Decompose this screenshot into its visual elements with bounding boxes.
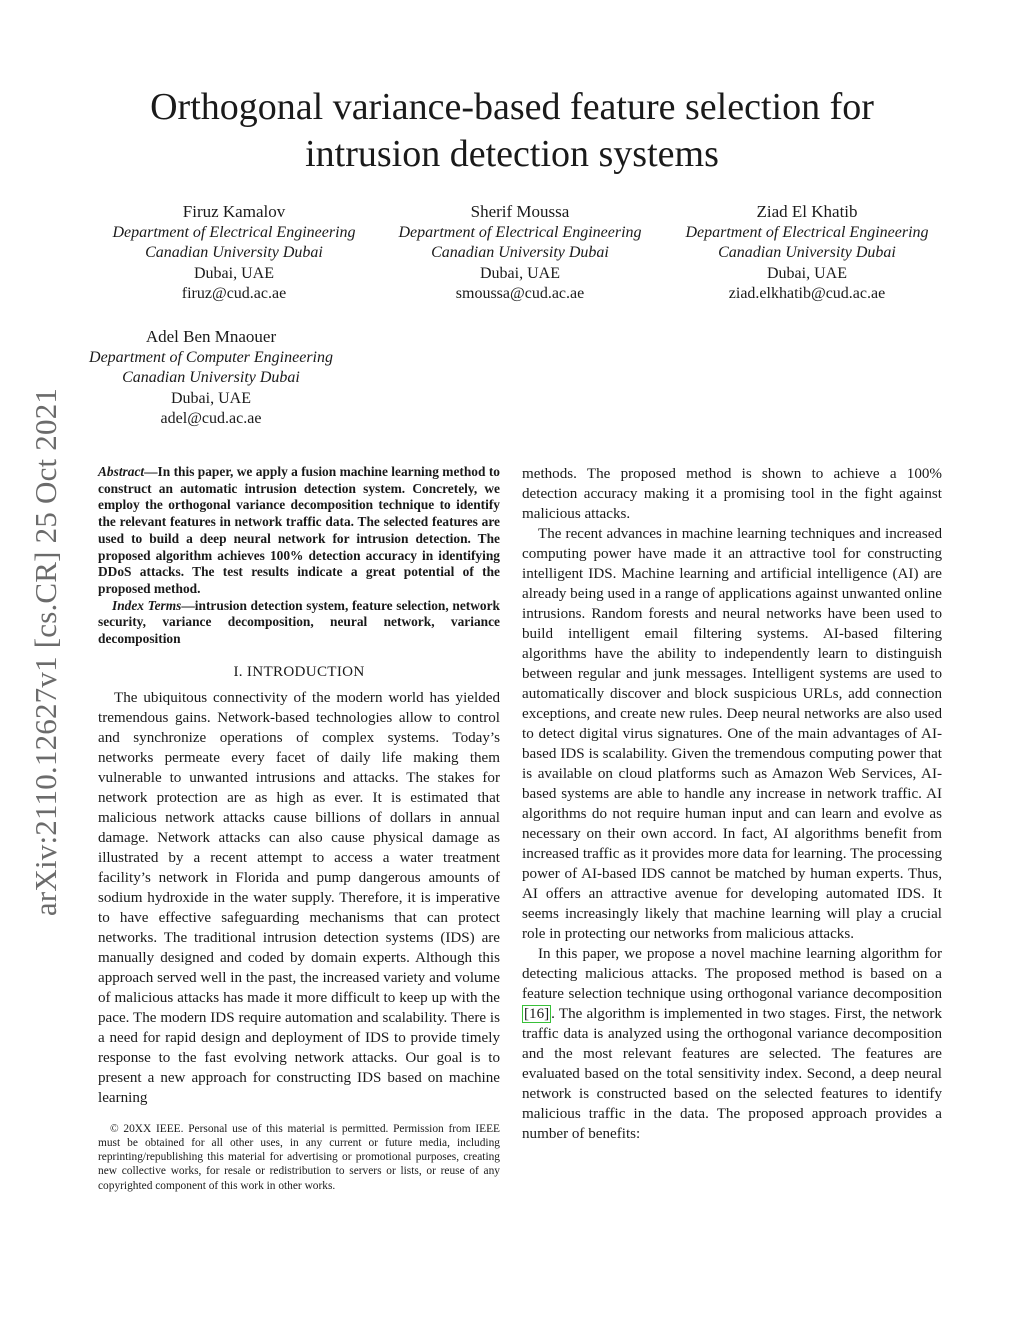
author-university: Canadian University Dubai — [145, 244, 323, 262]
section-heading-introduction — [98, 662, 500, 682]
copyright-footnote-text: © 20XX IEEE. Personal use of this material is permitted. Permission from IEEE must be obtained for all other uses, in any current or future media, including reprinting/republishing this material for advertising or promotional purposes, creating new collective works, for resale or redistribution to servers or lists, or reuse of any copyrighted component of this work in other works. — [98, 1122, 500, 1192]
intro-paragraph-3 — [522, 944, 942, 1144]
author-department: Department of Computer Engineering — [89, 348, 333, 366]
intro-paragraph-2: The recent advances in machine learning techniques and increased computing power have made it an attractive tool for constructing intelligent IDS. Machine learning and artificial intelligence (AI) are already being used in a range of applications against unwanted online intrusions. Random forests and neural networks have been used to build intelligent email filtering systems. AI-based filtering algorithms have the ability to independently learn to distinguish between regular and junk messages. Intelligent systems are used to automatically discover and block suspicious URLs, add connection exceptions, and create new rules. Deep neural networks are also used to detect digital virus signatures. One of the main advantages of AI-based IDS is scalability. Given the tremendous computing power that is available on cloud platforms such as Amazon Web Services, AI-based systems are able to handle any increase in network traffic. AI algorithms do not require human input and can learn and evolve as necessary on their own accord. In fact, AI algorithms benefit from increased traffic as it provides more data for learning. The processing power of AI-based IDS cannot be matched by human experts. Thus, AI offers an attractive avenue for developing automated IDS. It seems increasingly likely that machine learning will play a crucial role in protecting our networks from malicious attacks. — [522, 526, 942, 942]
copyright-footnote — [98, 1122, 500, 1193]
author-name: Adel Ben Mnaouer — [145, 327, 277, 346]
index-terms-label: Index Terms — [112, 597, 182, 613]
intro-paragraph-3-part-2: . The algorithm is implemented in two stages. First, the network traffic data is analyzed using the orthogonal variance decomposition and the most relevant features are selected. The features are evaluated based on the total sensitivity index. Second, a deep neural network is constructed based on the selected features to identify malicious traffic in the data. The proposed approach provides a number of benefits: — [522, 1006, 942, 1142]
title-line-2: intrusion detection systems — [305, 133, 719, 175]
author-location: Dubai, UAE — [767, 264, 847, 282]
section-number: I. — [233, 663, 243, 680]
right-column — [522, 464, 942, 1144]
citation-link[interactable]: [16] — [524, 1006, 550, 1022]
author-location: Dubai, UAE — [480, 264, 560, 282]
intro-paragraph-1-continued: methods. The proposed method is shown to achieve a 100% detection accuracy making it a promising tool in the fight against malicious attacks. — [522, 466, 942, 522]
section-title-rest: NTRODUCTION — [252, 663, 365, 680]
author-email: adel@cud.ac.ae — [160, 410, 262, 428]
author-university: Canadian University Dubai — [718, 244, 896, 262]
index-terms-text: —intrusion detection system, feature selection, network security, variance decomposition, neural network, variance decomposition — [98, 597, 500, 647]
author-name: Firuz Kamalov — [182, 202, 286, 221]
author-block-4 — [61, 327, 361, 430]
index-terms — [98, 598, 500, 648]
author-name: Sherif Moussa — [470, 202, 570, 221]
abstract-text: —In this paper, we apply a fusion machine learning method to construct an automatic intrusion detection system. Concretely, we employ the orthogonal variance decomposition technique to identify the relevant features in network traffic data. The selected features are used to build a deep neural network for intrusion detection. The proposed algorithm achieves 100% detection accuracy in identifying DDoS attacks. The test results indicate a great potential of the proposed method. — [98, 464, 500, 596]
author-email: firuz@cud.ac.ae — [181, 285, 287, 303]
left-column — [98, 464, 500, 1193]
author-email: smoussa@cud.ac.ae — [455, 285, 585, 303]
section-first-letter: I — [246, 663, 253, 680]
author-department: Department of Electrical Engineering — [398, 223, 642, 241]
intro-paragraph-1: The ubiquitous connectivity of the modern world has yielded tremendous gains. Network-based technologies allow to control and synchronize operations of complex systems. Today’s networks permeate every facet of daily life making them vulnerable to unwanted intrusions and attacks. The stakes for network protection are as high as ever. It is estimated that malicious network attacks cause billions of dollars in annual damage. Network attacks can also cause physical damage as illustrated by a recent attempt to access a water treatment facility’s network in Florida and pump dangerous amounts of sodium hydroxide in the water supply. Therefore, it is imperative to have effective safeguarding mechanisms that can protect networks. The traditional intrusion detection systems (IDS) are manually designed and coded by domain experts. Although this approach served well in the past, the increased variety and volume of malicious attacks has made it more difficult to keep up with the pace. The modern IDS require automation and scalability. There is a need for rapid design and deployment of IDS to provide timely response to the fast evolving network attacks. Our goal is to present a new approach for constructing IDS based on machine learning — [98, 689, 500, 1106]
author-department: Department of Electrical Engineering — [685, 223, 929, 241]
author-block-3 — [657, 202, 957, 305]
author-university: Canadian University Dubai — [122, 369, 300, 387]
arxiv-identifier — [26, 362, 66, 942]
author-location: Dubai, UAE — [171, 389, 251, 407]
abstract — [98, 464, 500, 598]
author-location: Dubai, UAE — [194, 264, 274, 282]
intro-paragraph-3-part-1: In this paper, we propose a novel machine learning algorithm for detecting malicious attacks. The proposed method is based on a feature selection technique using orthogonal variance decomposition — [522, 946, 942, 1002]
abstract-label: Abstract — [98, 464, 145, 479]
author-block-2 — [370, 202, 670, 305]
title-line-1: Orthogonal variance-based feature selection for — [150, 86, 874, 128]
paper-title — [60, 84, 964, 178]
author-university: Canadian University Dubai — [431, 244, 609, 262]
arxiv-identifier-text: arXiv:2110.12627v1 [cs.CR] 25 Oct 2021 — [28, 387, 64, 917]
author-email: ziad.elkhatib@cud.ac.ae — [728, 285, 886, 303]
author-block-1 — [84, 202, 384, 305]
author-name: Ziad El Khatib — [756, 202, 858, 221]
author-department: Department of Electrical Engineering — [112, 223, 356, 241]
